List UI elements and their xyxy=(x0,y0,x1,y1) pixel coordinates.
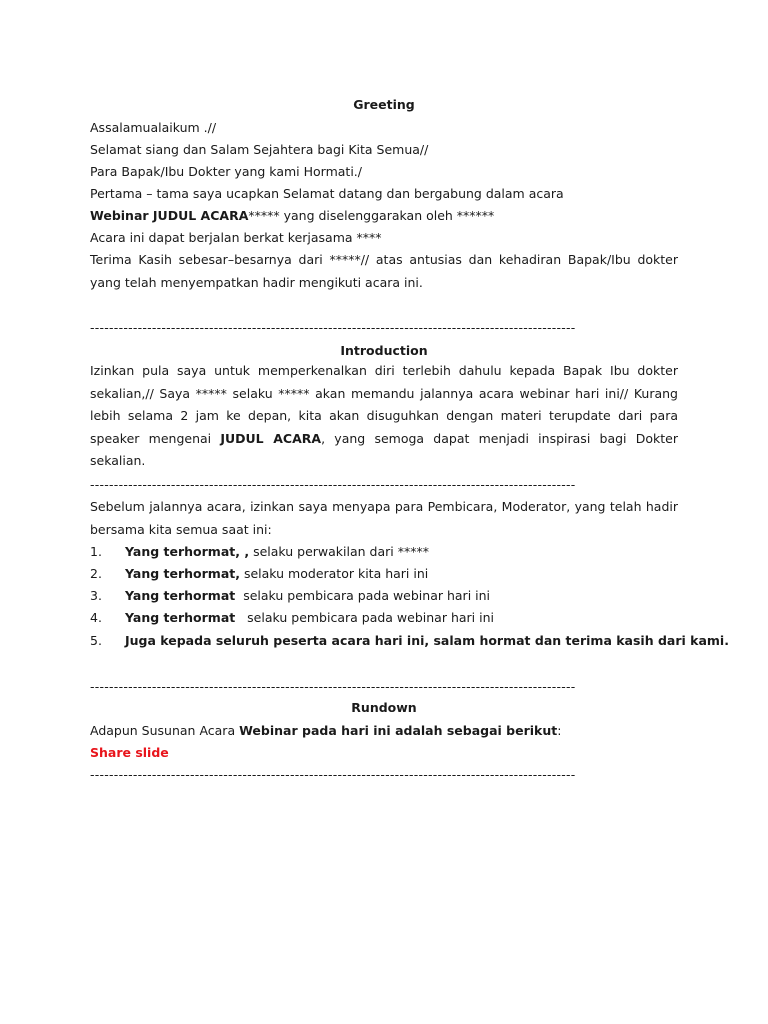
thanks-paragraph: Terima Kasih sebesar–besarnya dari *****// atas antusias dan kehadiran Bapak/Ibu dokter yang telah menyempatkan hadir mengikuti acara ini. xyxy=(90,252,678,290)
list-item: 4. Yang terhormat selaku pembicara pada webinar hari ini xyxy=(90,610,494,625)
greeting-line: Selamat siang dan Salam Sejahtera bagi Kita Semua// xyxy=(90,142,429,157)
divider: ------------------------------------------------------------------------------------------------------ xyxy=(90,320,576,335)
greeting-line: Acara ini dapat berjalan berkat kerjasama **** xyxy=(90,230,382,245)
list-item: 5. Juga kepada seluruh peserta acara hari ini, salam hormat dan terima kasih dari kami. xyxy=(90,633,729,648)
divider: ------------------------------------------------------------------------------------------------------ xyxy=(90,477,576,492)
greeting-line: Para Bapak/Ibu Dokter yang kami Hormati./ xyxy=(90,164,362,179)
greeting-line: Assalamualaikum .// xyxy=(90,120,217,135)
rundown-line: Adapun Susunan Acara Webinar pada hari ini adalah sebagai berikut: xyxy=(90,723,562,738)
list-item: 3. Yang terhormat selaku pembicara pada webinar hari ini xyxy=(90,588,491,603)
introduction-paragraph: Izinkan pula saya untuk memperkenalkan diri terlebih dahulu kepada Bapak Ibu dokter sekalian,// Saya ***** selaku ***** akan memandu jalannya acara webinar hari ini// Kurang lebih selama 2 jam ke depan, kita akan disuguhkan dengan materi terupdate dari para speaker mengenai JUDUL ACARA, yang semoga dapat menjadi inspirasi bagi Dokter sekalian. xyxy=(90,363,678,468)
divider: ------------------------------------------------------------------------------------------------------ xyxy=(90,679,576,694)
event-title-bold: Webinar JUDUL ACARA xyxy=(90,208,249,223)
rundown-heading: Rundown xyxy=(351,700,417,715)
divider: ------------------------------------------------------------------------------------------------------ xyxy=(90,767,576,782)
greeting-line: Pertama – tama saya ucapkan Selamat datang dan bergabung dalam acara xyxy=(90,186,564,201)
list-item: 2. Yang terhormat, selaku moderator kita hari ini xyxy=(90,566,429,581)
greeting-heading: Greeting xyxy=(353,97,415,112)
speakers-intro: Sebelum jalannya acara, izinkan saya menyapa para Pembicara, Moderator, yang telah hadir bersama kita semua saat ini: xyxy=(90,499,678,537)
greeting-line: Webinar JUDUL ACARA***** yang diselenggarakan oleh ****** xyxy=(90,208,495,223)
list-item: 1. Yang terhormat, , selaku perwakilan dari ***** xyxy=(90,544,429,559)
share-slide-note: Share slide xyxy=(90,745,169,760)
introduction-heading: Introduction xyxy=(340,343,428,358)
